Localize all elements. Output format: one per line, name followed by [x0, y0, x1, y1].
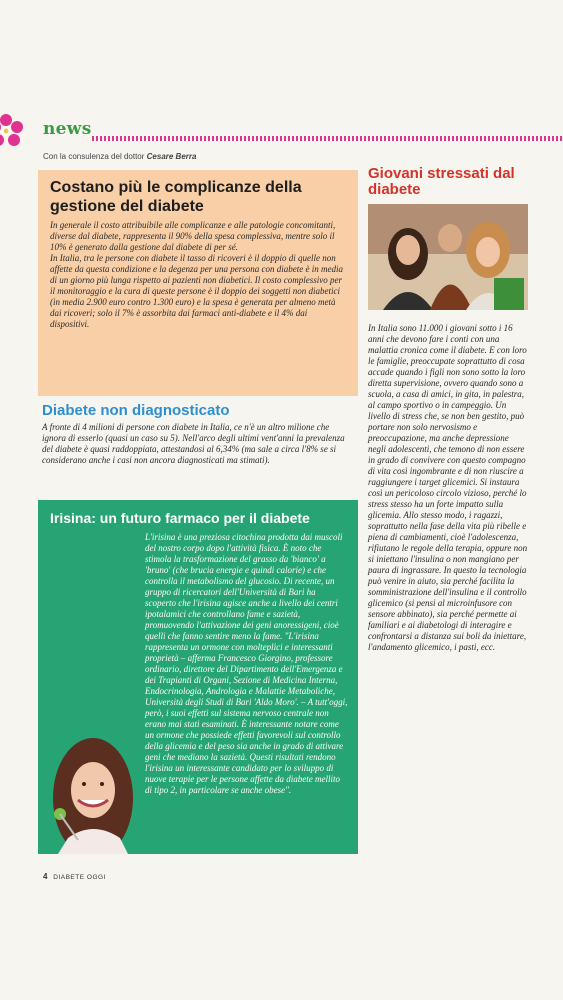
article-undiagnosed-title: Diabete non diagnosticato: [42, 402, 230, 419]
article-young-stressed-body: In Italia sono 11.000 i giovani sotto i 16 anni che devono fare i conti con una malattia cronica come il diabete. E con loro le famiglie, preoccupate soprattutto di cosa accade quando i figli non sono sotto la loro diretta supervisione, ovvero quando sono a scuola, a casa di amici, in gita, in palestra, al campo sportivo o in campeggio. Un livello di stress che, se non ben gestito, può portare non solo nervosismo e preoccupazione, ma anche depressione negli adolescenti, che temono di non essere in grado di convivere con questo compagno di vita così ingombrante e di non riuscire a raggiungere i target glicemici. Si instaura così un pericoloso circolo vizioso, perché lo stress stesso ha un forte impatto sulla glicemia. Allo stesso modo, i ragazzi, soprattutto nella fase della vita più ribelle e piena di cambiamenti, cioè l'adolescenza, rifiutano le regole della terapia, oppure non si iniettano l'insulina o non mangiano per paura di ingrassare. In questo la tecnologia può venire in aiuto, sia perché facilita la somministrazione dell'insulina e il controllo glicemico (si pensi al microinfusore con sensore abbinato), sia perché permette ai familiari e ai diabetologi di interagire e confrontarsi a distanza sui boli da iniettare, l'andamento glicemico, i pasti, ecc.: [368, 323, 528, 652]
page-footer: [43, 872, 106, 881]
article-undiagnosed-body: A fronte di 4 milioni di persone con diabete in Italia, ce n'è un altro milione che ignora di esserlo (quasi un caso su 5). Nell'arco degli ultimi vent'anni la prevalenza del diabete è quasi raddoppiata, attestandosi al 6,34% (ma sale a circa l'8% se si considerano anche i casi non ancora diagnosticati ma stimati).: [42, 422, 345, 465]
article-complications-paragraph-1: In generale il costo attribuibile alle complicanze e alle patologie concomitanti, diverse dal diabete, rappresenta il 90% della spesa complessiva, mentre solo il 10% è generato dalla gestione dal diabete di per sé.: [50, 220, 336, 252]
article-irisin-title: Irisina: un futuro farmaco per il diabete: [50, 510, 310, 526]
consultation-credit: [43, 152, 196, 161]
page-number: 4: [43, 872, 48, 881]
article-complications-paragraph-2: In Italia, tra le persone con diabete il tasso di ricoveri è il doppio di quelle non affette da questa condizione e la degenza per una persona con diabete è in media di un giorno più lunga rispetto ai pazienti non diabetici. Il costo complessivo per il monitoraggio e la cura di queste persone è il doppio dei soggetti non diabetici (in media 2.900 euro contro 1.300 euro) e la spesa è generata per almeno metà dai ricoveri; solo il 7% è assorbita dai farmaci anti-diabete e il 4% dai dispositivi.: [50, 253, 343, 329]
magazine-name: DIABETE OGGI: [53, 874, 106, 881]
consultation-doctor: Cesare Berra: [146, 152, 197, 161]
article-young-stressed-title: Giovani stressati dal diabete: [368, 165, 515, 198]
article-irisin-body: L'irisina è una preziosa citochina prodotta dai muscoli del nostro corpo dopo l'attività fisica. È noto che stimola la trasformazione del grasso da 'bianco' a 'bruno' (che brucia energie e quindi calorie) e che controlla il metabolismo del glucosio. Di recente, un gruppo di ricercatori dell'Università di Bari ha scoperto che l'irisina agisce anche a livello dei centri ipotalamici che controllano fame e sazietà, promuovendo l'attivazione dei geni anoressigeni, cioè quelli che fanno sentire meno la fame. "L'irisina rappresenta un ormone con molteplici e interessanti proprietà – afferma Francesco Giorgino, professore ordinario, direttore del Dipartimento dell'Emergenza e dei Trapianti di Organi, Sezione di Medicina Interna, Endocrinologia, Andrologia e Malattie Metaboliche, Università degli Studi di Bari 'Aldo Moro'. – A tutt'oggi, però, i suoi effetti sul sistema nervoso centrale non erano mai stati esaminati. È interessante notare come un ormone che possiede effetti favorevoli sul controllo della glicemia e del peso sia anche in grado di attivare geni che mediano la sazietà. Questi risultati rendono l'irisina un interessante candidato per lo sviluppo di nuove terapie per le persone affette da diabete mellito di tipo 2, in particolare se anche obese".: [145, 532, 348, 795]
teenagers-photo: [368, 204, 528, 310]
woman-eating-photo: [38, 728, 138, 854]
article-complications: [38, 170, 358, 396]
dotted-divider: [92, 136, 563, 141]
flower-icon: [0, 112, 26, 152]
section-label: news: [43, 119, 92, 139]
article-complications-title: Costano più le complicanze della gestione del diabete: [50, 179, 302, 215]
consultation-prefix: Con la consulenza del dottor: [43, 152, 145, 161]
article-undiagnosed: [38, 402, 358, 466]
article-young-stressed: [368, 166, 528, 653]
